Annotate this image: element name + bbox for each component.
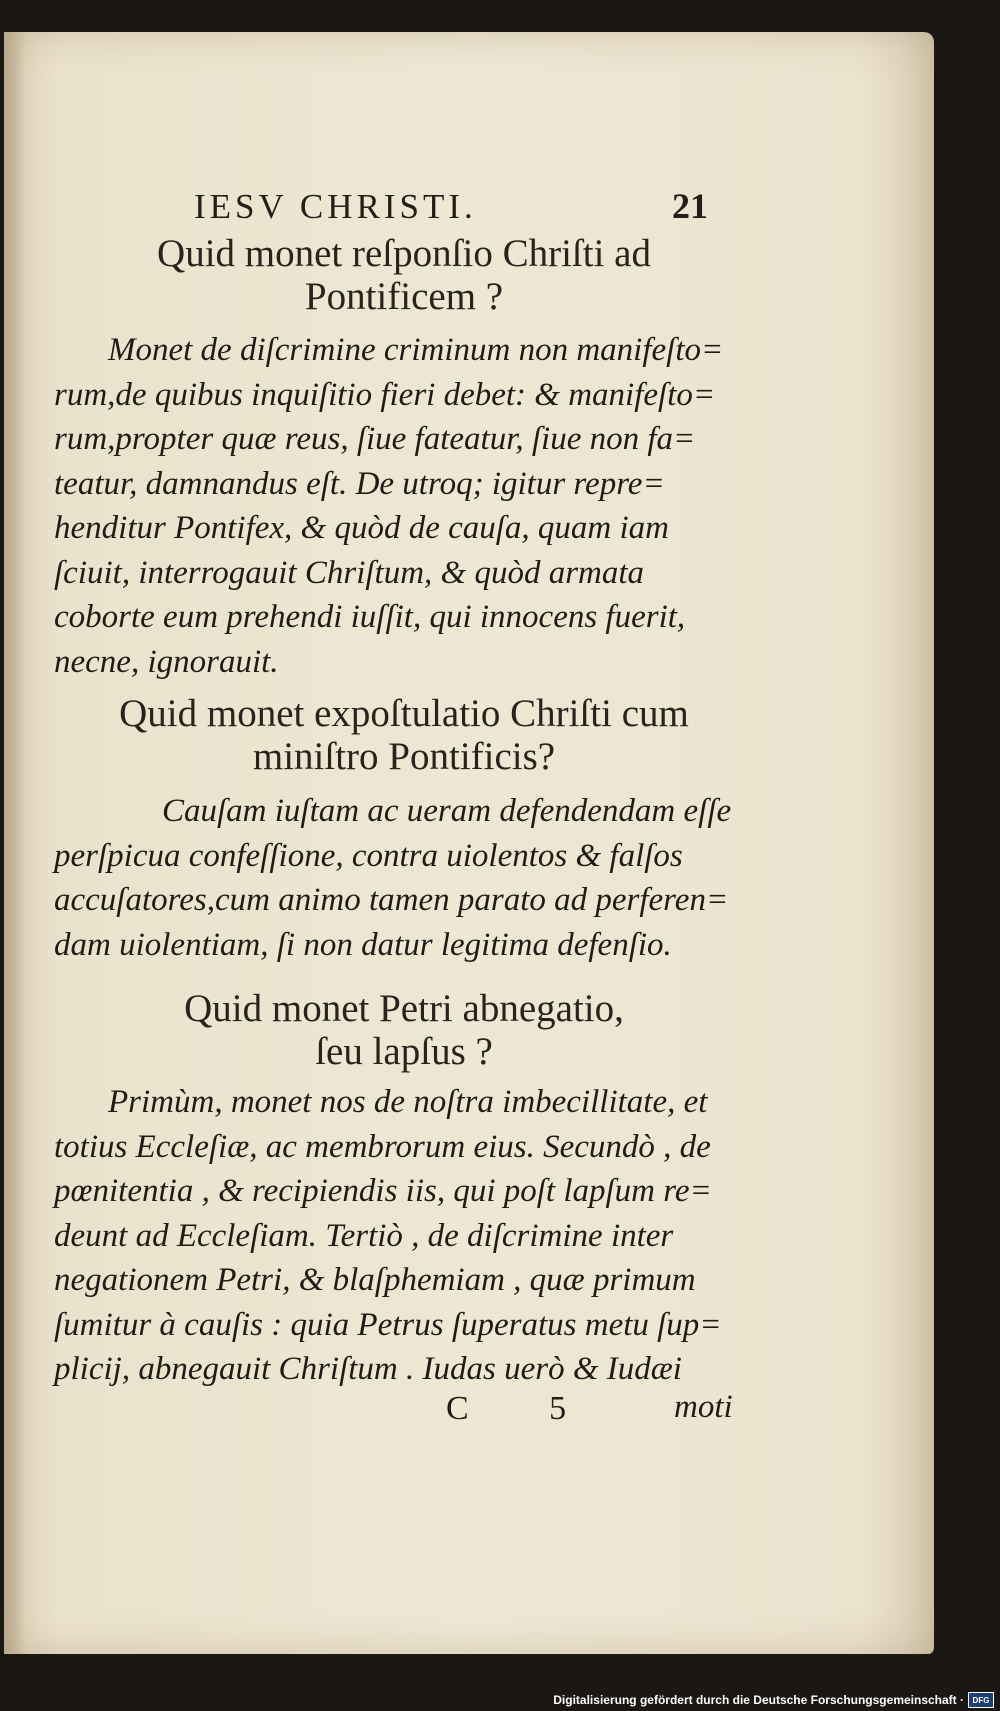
- credit-text: Digitalisierung gefördert durch die Deutsche Forschungsgemeinschaft ·: [553, 1693, 964, 1707]
- section-heading: [64, 232, 744, 318]
- book-page: [4, 32, 934, 1654]
- heading-line: miniſtro Pontificis?: [252, 735, 556, 778]
- text-line: Cauſam iuſtam ac ueram defendendam eſſe: [162, 793, 732, 829]
- text-line: ſumitur à cauſis : quia Petrus ſuperatus metu ſup=: [54, 1306, 722, 1343]
- answer-paragraph: [54, 328, 724, 684]
- text-line: coborte eum prehendi iuſſit, qui innocens fuerit,: [54, 599, 686, 635]
- heading-line: Quid monet reſponſio Chriſti ad: [157, 232, 651, 275]
- catchword: moti: [674, 1389, 733, 1425]
- text-line: totius Eccleſiæ, ac membrorum eius. Secundò , de: [54, 1128, 711, 1165]
- section-heading: [64, 692, 744, 778]
- text-line: henditur Pontifex, & quòd de cauſa, quam iam: [54, 510, 669, 546]
- text-line: ſciuit, interrogauit Chriſtum, & quòd armata: [54, 554, 645, 591]
- text-line: teatur, damnandus eſt. De utroq; igitur repre=: [54, 465, 665, 502]
- signature-mark: C 5: [446, 1390, 603, 1427]
- text-line: Monet de diſcrimine criminum non manifeſto=: [108, 332, 724, 368]
- text-line: rum,propter quæ reus, ſiue fateatur, ſiue non fa=: [54, 421, 696, 457]
- page-gutter-shadow: [4, 32, 26, 1654]
- answer-paragraph: [54, 789, 732, 967]
- running-head: IESV CHRISTI.: [194, 187, 477, 226]
- text-line: pœnitentia , & recipiendis iis, qui poſt lapſum re=: [54, 1173, 712, 1209]
- text-line: accuſatores,cum animo tamen parato ad perferen=: [54, 882, 729, 918]
- text-line: necne, ignorauit.: [54, 643, 279, 680]
- answer-paragraph: [54, 1080, 724, 1392]
- heading-line: Quid monet expoſtulatio Chriſti cum: [119, 692, 689, 735]
- text-line: deunt ad Eccleſiam. Tertiò , de diſcrimine inter: [54, 1217, 674, 1254]
- heading-line: Quid monet Petri abnegatio,: [184, 987, 624, 1030]
- text-line: perſpicua confeſſione, contra uiolentos & falſos: [54, 837, 683, 874]
- dfg-logo-icon: DFG: [968, 1692, 994, 1708]
- section-heading: [64, 987, 744, 1073]
- page-number: 21: [672, 186, 708, 226]
- text-line: rum,de quibus inquiſitio fieri debet: & manifeſto=: [54, 376, 716, 413]
- text-line: negationem Petri, & blaſphemiam , quæ primum: [54, 1262, 696, 1298]
- heading-line: Pontificem ?: [304, 275, 504, 318]
- heading-line: ſeu lapſus ?: [315, 1030, 493, 1073]
- text-line: plicij, abnegauit Chriſtum . Iudas uerò & Iudæi: [54, 1351, 682, 1387]
- digitization-credit: [553, 1691, 994, 1709]
- text-line: Primùm, monet nos de noſtra imbecillitate, et: [108, 1084, 708, 1120]
- text-line: dam uiolentiam, ſi non datur legitima defenſio.: [54, 926, 672, 963]
